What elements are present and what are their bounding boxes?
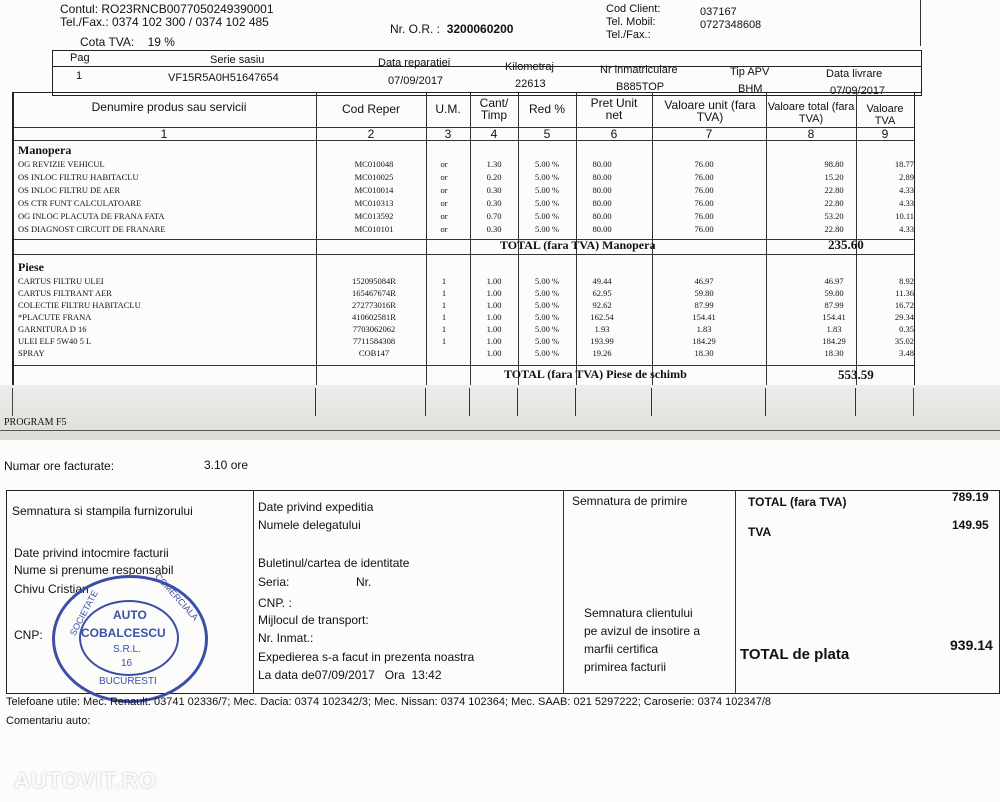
col-number-2: 2 (367, 127, 375, 141)
col-header-cant: Cant/ Timp (479, 96, 509, 122)
info-label-serie: Serie sasiu (210, 54, 265, 66)
semnatura-client-1: Semnatura clientului (584, 606, 693, 620)
semnatura-client-4: primirea facturii (584, 660, 667, 674)
company-stamp: SOCIETATE COMERCIALA AUTO COBALCESCU S.R.L. 16 BUCURESTI (52, 575, 208, 703)
nr-or: Nr. O.R. : 3200060200 (390, 22, 514, 36)
manopera-total-label: TOTAL (fara TVA) Manopera (500, 238, 656, 252)
total-fara-tva-label: TOTAL (fara TVA) (748, 495, 847, 509)
cnp2-label: CNP. : (258, 596, 292, 610)
responsabil-name: Chivu Cristian (14, 582, 89, 596)
col-number-3: 3 (444, 127, 452, 141)
col-number-1: 1 (160, 127, 168, 141)
delegat-label: Numele delegatului (258, 518, 361, 532)
info-value-pag: 1 (76, 70, 83, 82)
col-header-val-unit: Valoare unit (fara TVA) (664, 98, 756, 124)
tva-value: 149.95 (952, 518, 989, 532)
seria-label: Seria: (258, 575, 290, 589)
info-value-data-rep: 07/09/2017 (388, 75, 444, 87)
manopera-total-value: 235.60 (828, 237, 864, 252)
nr-label: Nr. (356, 575, 372, 589)
info-label-pag: Pag (70, 52, 90, 64)
col-number-5: 5 (543, 127, 551, 141)
la-data-line: La data de07/09/2017 Ora 13:42 (258, 668, 442, 682)
col-number-4: 4 (490, 127, 498, 141)
cnp-label: CNP: (14, 628, 43, 642)
cota-tva: Cota TVA: 19 % (80, 35, 175, 49)
telfax-line: Tel./Fax.: 0374 102 300 / 0374 102 485 (60, 15, 269, 29)
col-header-pret: Pret Unit net (590, 96, 638, 122)
cod-client-value: 037167 (700, 6, 737, 18)
info-value-serie: VF15R5A0H51647654 (168, 72, 279, 84)
ore-facturate-label: Numar ore facturate: (4, 459, 115, 473)
program-label: PROGRAM F5 (4, 417, 67, 428)
semnatura-primire: Semnatura de primire (572, 494, 688, 508)
mijloc-label: Mijlocul de transport: (258, 613, 369, 627)
total-plata-value: 939.14 (950, 637, 993, 653)
info-value-tip-apv: BHM (738, 83, 763, 95)
info-value-nr-inmat: B885TOP (616, 81, 665, 93)
tel-fax-label: Tel./Fax.: (606, 29, 651, 41)
tva-label: TVA (748, 525, 772, 539)
comments-label: Comentariu auto: (6, 715, 91, 727)
piese-total-value: 553.59 (838, 367, 874, 382)
col-header-cod: Cod Reper (341, 102, 401, 116)
col-header-red: Red % (528, 102, 566, 116)
total-fara-tva-value: 789.19 (952, 490, 989, 504)
info-label-data-rep: Data reparatiei (378, 57, 451, 69)
cont-line: Contul: RO23RNCB0077050249390001 (60, 2, 274, 16)
ore-facturate-value: 3.10 ore (204, 458, 249, 472)
info-value-data-livrare: 07/09/2017 (830, 85, 886, 97)
date-intocmire: Date privind intocmire facturii (14, 546, 169, 560)
cod-client-label: Cod Client: (606, 3, 661, 15)
col-header-val-total: Valoare total (fara TVA) (767, 101, 855, 125)
semnatura-client-3: marfii certifica (584, 642, 659, 656)
buletin-label: Buletinul/cartea de identitate (258, 556, 410, 570)
section-title-manopera: Manopera (18, 143, 72, 157)
semnatura-client-2: pe avizul de insotire a (584, 624, 701, 638)
furnizor-title: Semnatura si stampila furnizorului (12, 504, 193, 518)
total-plata-label: TOTAL de plata (740, 646, 850, 663)
col-header-um: U.M. (435, 102, 461, 116)
col-header-val-tva: Valoare TVA (866, 103, 904, 127)
piese-total-label: TOTAL (fara TVA) Piese de schimb (504, 367, 687, 381)
tel-mobil-value: 0727348608 (700, 19, 762, 31)
col-number-7: 7 (705, 127, 713, 141)
col-number-9: 9 (881, 127, 889, 141)
info-value-km: 22613 (515, 78, 546, 90)
empty-row-cells (12, 388, 914, 416)
watermark-logo: AUTOVIT.RO (14, 768, 157, 793)
tel-mobil-label: Tel. Mobil: (606, 16, 656, 28)
col-number-8: 8 (807, 127, 815, 141)
divider (0, 430, 1000, 431)
expedierea-text: Expedierea s-a facut in prezenta noastra (258, 650, 475, 664)
info-label-tip-apv: Tip APV (730, 66, 770, 78)
section-title-piese: Piese (18, 260, 44, 274)
info-label-km: Kilometraj (505, 61, 554, 73)
nr-inmat-label: Nr. Inmat.: (258, 631, 314, 645)
nume-responsabil: Nume si prenume responsabil (14, 563, 174, 577)
useful-phones: Telefoane utile: Mec. Renault: 03741 02336/7; Mec. Dacia: 0374 102342/3; Mec. Nissan: 0374 102364; Mec. SAAB: 021 5297222; Caroserie: 0374 102347/8 (6, 696, 772, 708)
info-label-data-livrare: Data livrare (826, 68, 883, 80)
items-table: Denumire produs sau servicii Cod Reper U.M. Cant/ Timp Red % Pret Unit net Valoare unit (fara TVA) Valoare total (fara TVA) Valoare TVA 1 2 3 4 5 6 7 8 9 Manopera OG REVIZIE VEHICUL MC010048 or 1.30 5.00 % 80.00 76.00 98.80 18.77 OS INLOC FILTRU HABITACLU MC010025 or 0.20 5.00 % 80.00 76.00 15.20 2.89 OS INLOC FILTRU DE AER MC010014 or 0.30 5.00 % 80.00 76.00 22.80 4.33 OS CTR FUNT CALCULATOARE MC010313 or 0.30 5.00 % 80.00 76.00 22.80 4.33 OG INLOC PLACUTA DE FRANA FATA MC013592 or 0.70 5.00 % 80.00 76.00 53.20 10.11 OS DIAGNOST CIRCUIT DE FRANARE MC010101 or 0.30 5.00 % 80.00 76.00 22.80 4.33 TOTAL (fara TVA) Manopera 235.60 Piese CARTUS FILTRU ULEI 152095084R 1 1.00 5.00 % 49.44 46.97 46.97 8.92 CARTUS FILTRANT AER 165467674R 1 1.00 5.00 % 62.95 59.80 59.80 11.36 COLECTIE FILTRU HABITACLU 272773016R 1 1.00 5.00 % 92.62 87.99 87.99 16.72 *PLACUTE FRANA 410602581R 1 1.00 5.00 % 162.54 154.41 154.41 29.34 GARNITURA D 16 7703062062 1 1.00 5.00 % 1.93 1.83 1.83 0.35 ULEI ELF 5W40 5 L 7711584308 1 1.00 5.00 % 193.99 184.29 184.29 35.02 SPRAY COB147 1.00 5.00 % 19.26 18.30 18.30 3.48 TOTAL (fara TVA) Piese de schimb 553.59 (12, 92, 915, 392)
expeditia-title: Date privind expeditia (258, 500, 374, 514)
col-header-denumire: Denumire produs sau servicii (91, 100, 247, 114)
col-number-6: 6 (610, 127, 618, 141)
info-label-nr-inmat: Nr inmatriculare (600, 64, 678, 76)
